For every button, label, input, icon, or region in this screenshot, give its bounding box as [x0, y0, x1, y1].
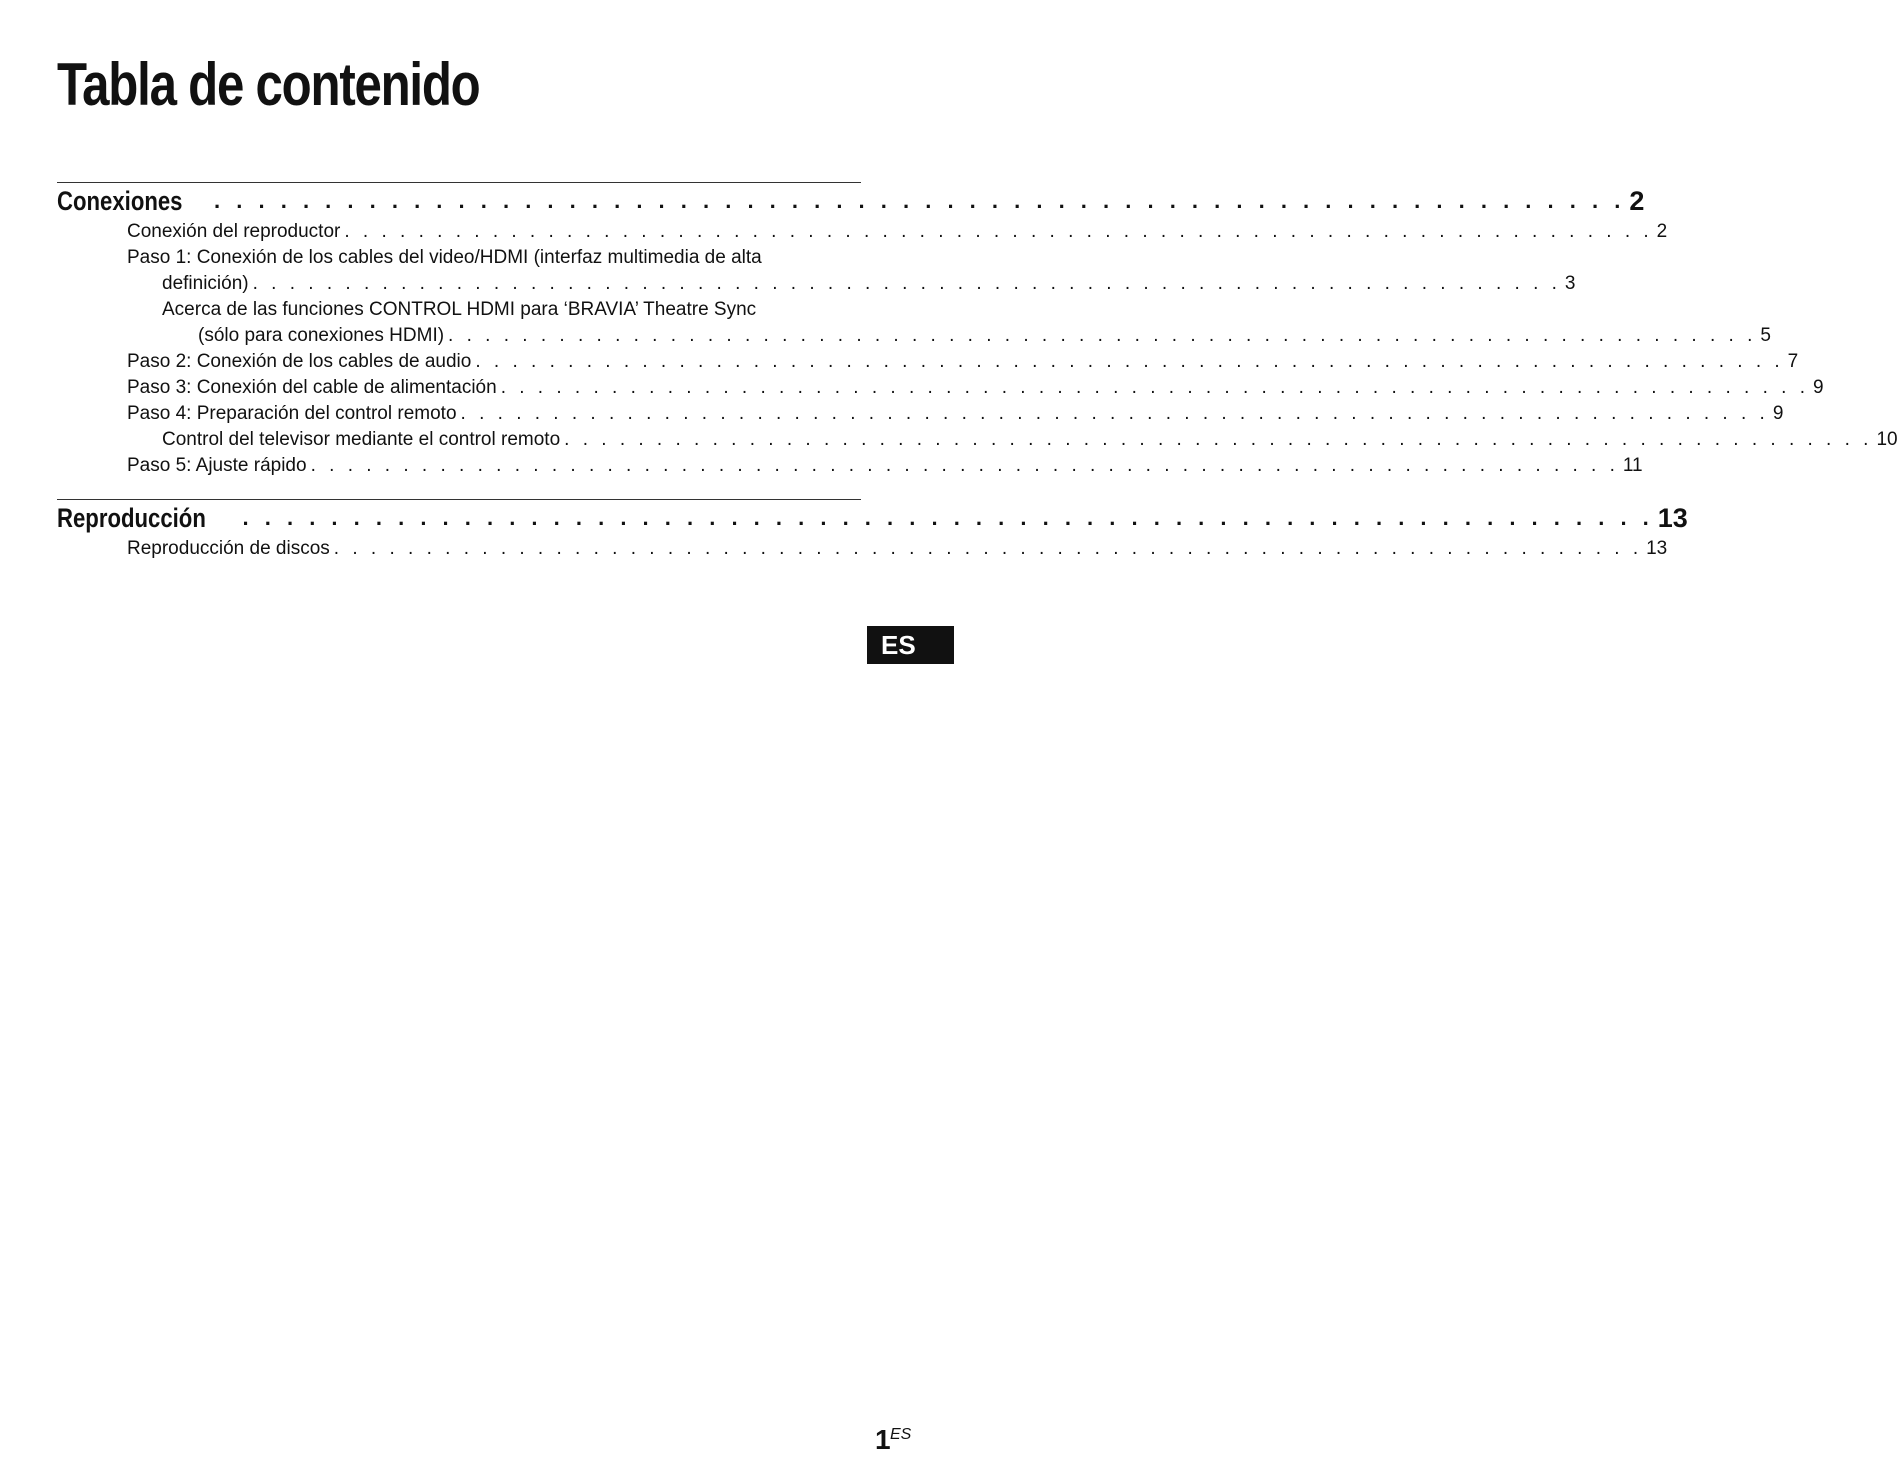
- section-page-number: 2: [1629, 186, 1645, 216]
- section-page-number: 13: [1657, 503, 1688, 533]
- section-heading-label: Reproducción: [57, 503, 206, 533]
- toc-entries: [57, 536, 1668, 562]
- toc-entry[interactable]: [57, 219, 1668, 245]
- toc-entry-page: 10: [1876, 429, 1898, 450]
- toc-entry-page: 7: [1787, 351, 1799, 372]
- leader-dots: . . . . . . . . . . . . . . . . . . . . . . . . . . . . . . . . . . . . . . . . . . . . . . . . . . . . . . . . . . . . . . . . . . . . . . .: [448, 325, 1757, 346]
- toc-entry[interactable]: [57, 401, 1784, 427]
- toc-entry[interactable]: [57, 245, 861, 271]
- toc-entry-page: 2: [1656, 221, 1668, 242]
- leader-dots: . . . . . . . . . . . . . . . . . . . . . . . . . . . . . . . . . . . . . . . . . . . . . . . . . . . . . . . . . . . . . . . . . . . . . . .: [310, 455, 1619, 476]
- language-tab: ES: [867, 626, 954, 664]
- toc-entry[interactable]: [57, 453, 1643, 479]
- leader-dots: . . . . . . . . . . . . . . . . . . . . . . . . . . . . . . . . . . . . . . . . . . . . . . . . . . . . . . . . . . . . . . . . . . . . . . .: [475, 351, 1784, 372]
- toc-entry-text: Paso 5: Ajuste rápido: [127, 455, 307, 476]
- toc-entry-page: 9: [1772, 403, 1784, 424]
- toc-entry-text: Paso 4: Preparación del control remoto: [127, 403, 457, 424]
- leader-dots: . . . . . . . . . . . . . . . . . . . . . . . . . . . . . . . . . . . . . . . . . . . . . . . . . . . . . . . . . . . . . . . . . . . . . . .: [344, 221, 1653, 242]
- page-title: Tabla de contenido: [57, 51, 480, 118]
- toc-entry[interactable]: [57, 349, 1799, 375]
- toc-entry-text: Acerca de las funciones CONTROL HDMI para ‘BRAVIA’ Theatre Sync: [162, 299, 757, 320]
- toc-entry[interactable]: [57, 536, 1668, 562]
- toc-entry-text: Paso 3: Conexión del cable de alimentación: [127, 377, 497, 398]
- toc-entry-text: Paso 1: Conexión de los cables del video/HDMI (interfaz multimedia de alta: [127, 247, 762, 268]
- toc-section-reproduccion: [57, 499, 1688, 562]
- toc-entry-page: 3: [1564, 273, 1576, 294]
- toc-entry-text: definición): [162, 273, 249, 294]
- leader-dots: . . . . . . . . . . . . . . . . . . . . . . . . . . . . . . . . . . . . . . . . . . . . . . . . . . . . . . . . . . . . . . . . . . . . . . .: [500, 377, 1809, 398]
- toc-entry-text: (sólo para conexiones HDMI): [198, 325, 445, 346]
- toc-subentry[interactable]: [57, 427, 1898, 453]
- leader-dots: . . . . . . . . . . . . . . . . . . . . . . . . . . . . . . . . . . . . . . . . . . . . . . . . . . . . . . . . . . . . . . . .: [214, 188, 1626, 213]
- leader-dots: . . . . . . . . . . . . . . . . . . . . . . . . . . . . . . . . . . . . . . . . . . . . . . . . . . . . . . . . . . . . . . . . . . . . . . .: [564, 429, 1873, 450]
- toc-entry-text: Conexión del reproductor: [127, 221, 341, 242]
- leader-dots: . . . . . . . . . . . . . . . . . . . . . . . . . . . . . . . . . . . . . . . . . . . . . . . . . . . . . . . . . . . . . . . . . . . . . . .: [252, 273, 1561, 294]
- toc-entry-page: 9: [1813, 377, 1824, 398]
- toc-entries: [57, 219, 1898, 479]
- toc-subentry-continuation[interactable]: [57, 323, 1771, 349]
- toc-entry-page: 13: [1646, 538, 1668, 559]
- toc-section-conexiones: [57, 182, 1898, 479]
- toc-subentry[interactable]: [57, 297, 861, 323]
- leader-dots: . . . . . . . . . . . . . . . . . . . . . . . . . . . . . . . . . . . . . . . . . . . . . . . . . . . . . . . . . . . . . . . . . . . . . . .: [460, 403, 1769, 424]
- toc-heading-conexiones[interactable]: [57, 186, 1645, 216]
- toc-heading-reproduccion[interactable]: [57, 503, 1688, 533]
- toc-entry-page: 11: [1622, 455, 1643, 476]
- toc-entry-text: Reproducción de discos: [127, 538, 330, 559]
- section-heading-label: Conexiones: [57, 186, 183, 216]
- section-divider: [57, 182, 861, 183]
- toc-entry-page: 5: [1760, 325, 1771, 346]
- toc-entry-text: Paso 2: Conexión de los cables de audio: [127, 351, 472, 372]
- toc-entry-continuation[interactable]: [57, 271, 1576, 297]
- page-number-suffix: ES: [890, 1426, 912, 1443]
- toc-entry-text: Control del televisor mediante el control remoto: [162, 429, 561, 450]
- leader-dots: . . . . . . . . . . . . . . . . . . . . . . . . . . . . . . . . . . . . . . . . . . . . . . . . . . . . . . . . . . . . . . . . . . . . . . .: [333, 538, 1643, 559]
- toc-entry[interactable]: [57, 375, 1824, 401]
- leader-dots: . . . . . . . . . . . . . . . . . . . . . . . . . . . . . . . . . . . . . . . . . . . . . . . . . . . . . . . . . . . . . . . .: [242, 505, 1654, 530]
- page-number: 1: [875, 1424, 891, 1455]
- section-divider: [57, 499, 861, 500]
